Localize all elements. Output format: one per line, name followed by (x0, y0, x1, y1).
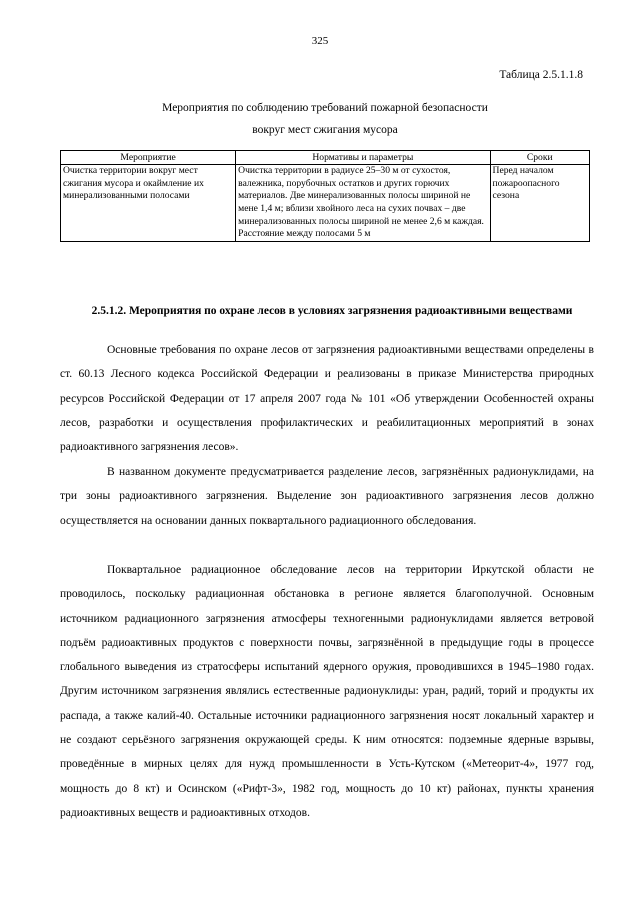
column-header-timing: Сроки (490, 151, 589, 165)
section-heading: 2.5.1.2. Мероприятия по охране лесов в условиях загрязнения радиоактивными веществами (91, 305, 573, 317)
table-title-line-2: вокруг мест сжигания мусора (252, 124, 398, 136)
cell-norms: Очистка территории в радиусе 25–30 м от сухостоя, валежника, порубочных остатков и других горючих материалов. Две минерализованных полосы шириной не мене 1,4 м; вблизи хвойного леса на сухих почвах – две минерализованных полосы шириной не менее 2,6 м каждая. Расстояние между полосами 5 м (236, 164, 490, 241)
paragraph-1: Основные требования по охране лесов от загрязнения радиоактивными веществами определены в ст. 60.13 Лесного кодекса Российской Федерации и реализованы в приказе Министерства природных ресурсов Российской Федерации от 17 апреля 2007 года № 101 «Об утверждении Особенностей охраны лесов, разработки и осуществления профилактических и реабилитационных мероприятий в зонах радиоактивного загрязнения лесов». (60, 344, 594, 454)
table-row (61, 164, 590, 241)
table-header-row (61, 151, 590, 165)
paragraph-2: В названном документе предусматривается разделение лесов, загрязнённых радионуклидами, на три зоны радиоактивного загрязнения. Выделение зон радиоактивного загрязнения лесов должно осуществляется на основании данных поквартального радиационного обследования. (60, 466, 594, 527)
column-header-measure: Мероприятие (61, 151, 236, 165)
table-title-line-1: Мероприятия по соблюдению требований пожарной безопасности (162, 102, 488, 114)
column-header-norms: Нормативы и параметры (236, 151, 490, 165)
cell-timing: Перед началом пожароопасного сезона (490, 164, 589, 241)
page-number: 325 (311, 35, 329, 47)
fire-safety-table (60, 150, 590, 242)
paragraph-3: Поквартальное радиационное обследование лесов на территории Иркутской области не проводилось, поскольку радиационная обстановка в регионе является благополучной. Основным источником радиационного загрязнения атмосферы техногенными радионуклидами является ветровой подъём радиоактивных продуктов с поверхности почвы, загрязнённой в предыдущие годы в процессе глобального выведения из стратосферы испытаний ядерного оружия, проводившихся в 1945–1980 годах. Другим источником загрязнения являлись естественные радионуклиды: уран, радий, торий и продукты их распада, а также калий-40. Остальные источники радиационного загрязнения носят локальный характер и не создают серьёзного загрязнения окружающей среды. К ним относятся: подземные ядерные взрывы, проведённые в мирных целях для нужд промышленности в Усть-Кутском («Метеорит-4», 1977 год, мощность до 8 кт) и Осинском («Рифт-3», 1982 год, мощность до 10 кт) районах, пункты хранения радиоактивных веществ и радиоактивных отходов. (60, 564, 594, 819)
cell-measure: Очистка территории вокруг мест сжигания мусора и окаймление их минерализованными полосами (61, 164, 236, 241)
table-label: Таблица 2.5.1.1.8 (499, 69, 583, 81)
